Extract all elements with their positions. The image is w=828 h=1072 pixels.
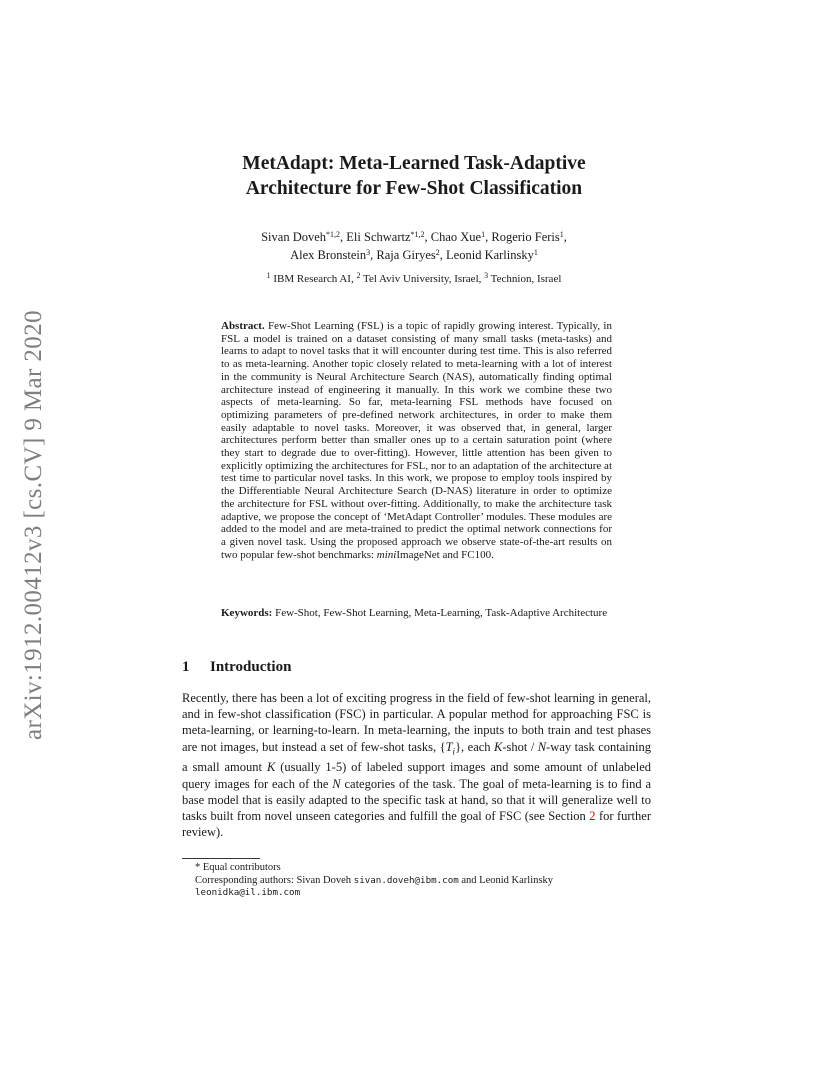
intro-text: (usually 1-5) of labeled support images and some amount of unlabeled query images for each of the <box>182 760 652 791</box>
math-subscript-i: i <box>452 746 456 757</box>
footnote-text: and Leonid Karlinsky <box>458 874 553 886</box>
intro-text: for further review). <box>182 808 651 840</box>
author-name: Alex Bronstein <box>290 248 367 262</box>
abstract-text-end: ImageNet and FC100. <box>396 548 494 561</box>
arxiv-stamp <box>14 290 54 760</box>
abstract <box>221 320 612 561</box>
intro-text: }, each <box>455 739 495 754</box>
email-doveh: sivan.doveh@ibm.com <box>353 874 459 886</box>
keywords <box>221 607 626 620</box>
section-heading <box>182 657 291 677</box>
author-line-1 <box>130 228 698 246</box>
footnote-text: Corresponding authors: Sivan Doveh <box>195 874 354 886</box>
abstract-label: Abstract. <box>221 320 265 332</box>
author-name: , Rogerio Feris <box>485 230 560 244</box>
affiliation-text: Tel Aviv University, Israel, <box>360 273 485 285</box>
section-title: Introduction <box>210 659 292 675</box>
title-line-1: MetAdapt: Meta-Learned Task-Adaptive <box>242 153 586 174</box>
author-name: , Chao Xue <box>424 230 482 244</box>
intro-text: Recently, there has been a lot of exciting progress in the field of few-shot learning in general, and in few-shot classification (FSC) in particular. A popular method for approaching FSC is meta-learning, or learning-to-learn. In meta-learning, the inputs to both train and test phases are not images, but instead a set of few-shot tasks, { <box>182 691 651 754</box>
math-N: N <box>332 776 341 791</box>
keywords-label: Keywords: <box>221 607 273 619</box>
author-name: , Leonid Karlinsky <box>439 248 534 262</box>
paper-title <box>130 151 698 201</box>
affiliation-text: IBM Research AI, <box>270 273 357 285</box>
email-karlinsky: leonidka@il.ibm.com <box>195 887 301 899</box>
footnote-corresponding <box>195 875 665 888</box>
intro-text: -way task containing a small amount <box>182 739 651 775</box>
intro-paragraph <box>182 690 651 840</box>
affiliation-marker: 1 <box>266 271 271 280</box>
section-number: 1 <box>182 659 190 675</box>
abstract-italic-mini: mini <box>376 548 397 561</box>
author-marker: *1,2 <box>326 230 341 239</box>
author-marker: *1,2 <box>410 230 425 239</box>
author-marker: 1 <box>559 230 564 239</box>
affiliations <box>130 271 698 287</box>
math-N: N <box>537 739 547 754</box>
author-marker: 1 <box>481 230 486 239</box>
author-line-2 <box>130 246 698 264</box>
section-2-link[interactable]: 2 <box>589 808 596 823</box>
footnotes <box>195 862 665 900</box>
author-marker: 1 <box>533 248 538 257</box>
author-marker: 3 <box>366 248 371 257</box>
keywords-text: Few-Shot, Few-Shot Learning, Meta-Learning, Task-Adaptive Architecture <box>272 607 608 619</box>
footnote-equal-contrib: * Equal contributors <box>195 862 281 873</box>
author-list <box>130 228 698 264</box>
author-marker: 2 <box>435 248 440 257</box>
affiliation-marker: 3 <box>484 271 489 280</box>
author-name: , Raja Giryes <box>370 248 436 262</box>
author-name: , Eli Schwartz <box>340 230 411 244</box>
intro-text: -shot / <box>502 739 538 754</box>
intro-text: categories of the task. The goal of meta-learning is to find a base model that is easily adapted to the specific task at hand, so that it will generalize well to tasks built from novel unseen categories and fulfill the goal of FSC (see Section <box>182 776 651 823</box>
author-separator: , <box>563 230 567 244</box>
title-line-2: Architecture for Few-Shot Classification <box>245 178 583 199</box>
abstract-text: Few-Shot Learning (FSL) is a topic of rapidly growing interest. Typically, in FSL a model is trained on a dataset consisting of many small tasks (meta-tasks) and learns to adapt to novel tasks that it will encounter during test time. This is also referred to as meta-learning. Another topic closely related to meta-learning with a lot of interest in the community is Neural Architecture Search (NAS), automatically finding optimal architecture instead of engineering it manually. In this work we combine these two aspects of meta-learning. So far, meta-learning FSL methods have focused on optimizing parameters of pre-defined network architectures, in order to make them easily adaptable to novel tasks. Moreover, it was observed that, in general, larger architectures perform better than smaller ones up to a certain saturation point (where they start to degrade due to over-fitting). However, little attention has been given to explicitly optimizing the architectures for FSL, nor to an adaptation of the architecture at test time to particular novel tasks. In this work, we propose to employ tools inspired by the Differentiable Neural Architecture Search (D-NAS) literature in order to optimize the architecture for FSL without over-fitting. Additionally, to make the architecture task adaptive, we propose the concept of ‘MetAdapt Controller’ modules. These modules are added to the model and are meta-trained to predict the optimal network connections for a given novel task. Using the proposed approach we observe state-of-the-art results on two popular few-shot benchmarks: <box>221 320 612 561</box>
footnote-divider <box>182 858 260 859</box>
math-K: K <box>494 739 503 754</box>
math-T: T <box>445 739 453 754</box>
arxiv-stamp-text: arXiv:1912.00412v3 [cs.CV] 9 Mar 2020 <box>20 309 47 741</box>
author-name: Sivan Doveh <box>261 230 327 244</box>
affiliation-text: Technion, Israel <box>488 273 562 285</box>
affiliation-marker: 2 <box>356 271 361 280</box>
math-K: K <box>266 760 276 775</box>
